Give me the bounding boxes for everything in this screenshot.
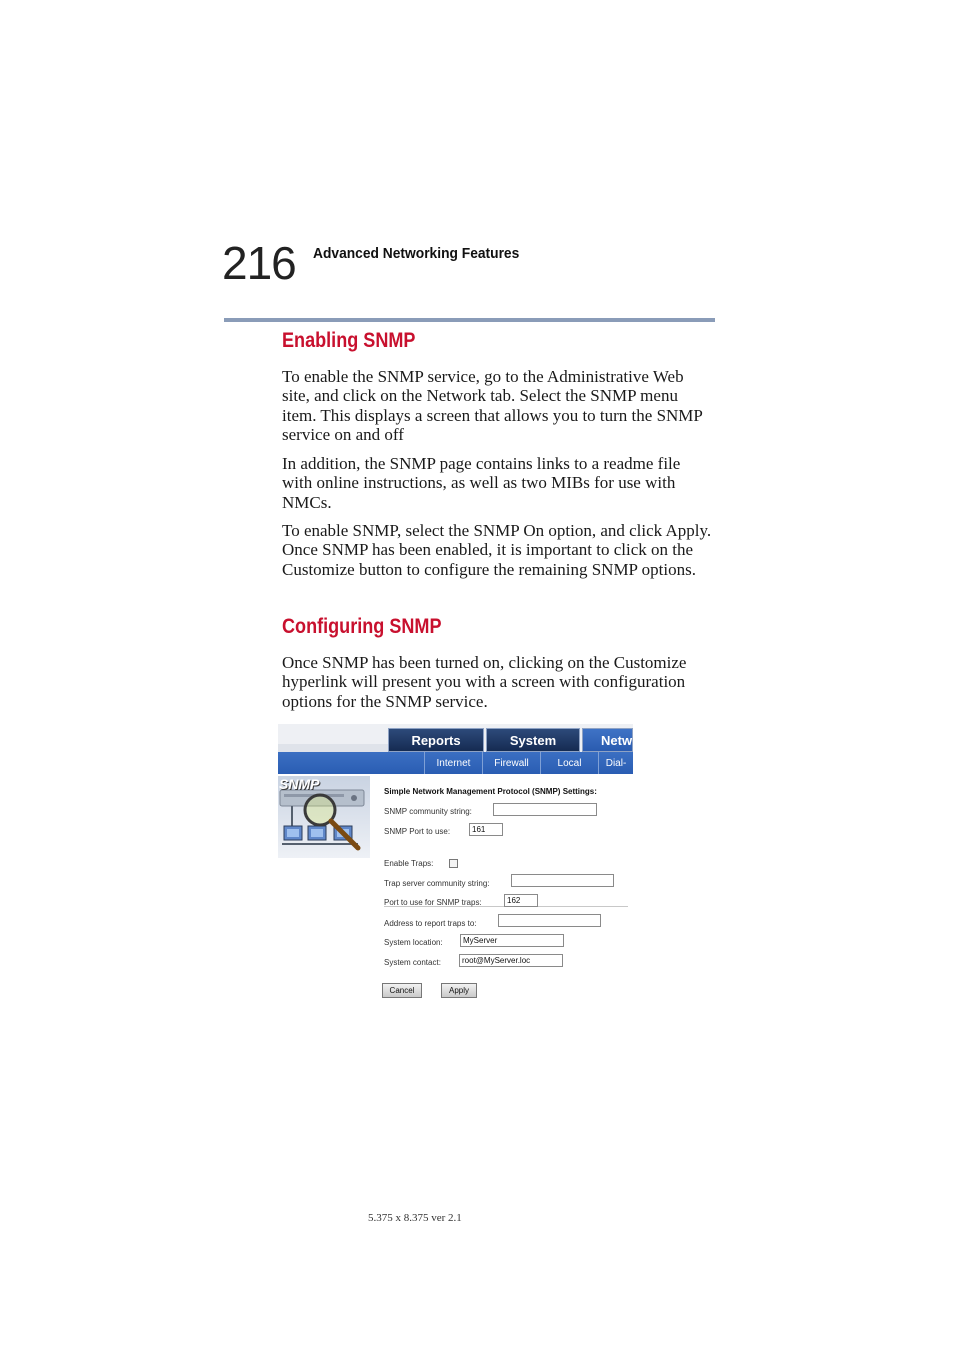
- row-community: [384, 804, 472, 818]
- snmp-port-input[interactable]: 161: [469, 823, 503, 836]
- enable-traps-checkbox[interactable]: [449, 859, 458, 868]
- apply-button[interactable]: Apply: [441, 983, 477, 998]
- row-trap-port: [384, 895, 482, 909]
- community-string-input[interactable]: [493, 803, 597, 816]
- label-trap-port: Port to use for SNMP traps:: [384, 897, 482, 907]
- heading-enabling-snmp: Enabling SNMP: [282, 329, 416, 352]
- label-system-location: System location:: [384, 937, 443, 947]
- running-head: Advanced Networking Features: [313, 245, 520, 262]
- subnav-internet[interactable]: Internet: [424, 752, 482, 774]
- row-trap-community: [384, 876, 490, 890]
- tab-system[interactable]: System: [486, 728, 580, 752]
- footer-print-spec: 5.375 x 8.375 ver 2.1: [368, 1212, 462, 1224]
- subnav-dialup[interactable]: Dial-: [598, 752, 633, 774]
- row-location: [384, 935, 443, 949]
- system-contact-input[interactable]: root@MyServer.loc: [459, 954, 563, 967]
- tab-reports[interactable]: Reports: [388, 728, 484, 752]
- label-enable-traps: Enable Traps:: [384, 858, 434, 868]
- row-enable-traps: [384, 856, 433, 870]
- paragraph-configure-1: Once SNMP has been turned on, clicking on the Customize hyperlink will present you with a screen with configuration options for the SNMP service.: [282, 653, 687, 711]
- page-number: 216: [222, 237, 296, 289]
- tab-bar: [278, 724, 633, 752]
- row-contact: [384, 955, 441, 969]
- paragraph-enable-1: To enable the SNMP service, go to the Administrative Web site, and click on the Network tab. Select the SNMP menu item. This displays a screen that allows you to turn the SNMP service on and off: [282, 367, 703, 445]
- row-trap-address: [384, 916, 477, 930]
- row-port: [384, 824, 450, 838]
- header-rule: [224, 318, 715, 322]
- sub-navigation: [278, 752, 633, 774]
- form-title: Simple Network Management Protocol (SNMP) Settings:: [384, 787, 597, 796]
- trap-address-input[interactable]: [498, 914, 601, 927]
- tab-network[interactable]: Netw: [582, 728, 633, 752]
- tab-bar-filler: [278, 744, 388, 752]
- system-location-input[interactable]: MyServer: [460, 934, 564, 947]
- label-trap-community: Trap server community string:: [384, 878, 490, 888]
- paragraph-enable-2: In addition, the SNMP page contains links to a readme file with online instructions, as well as two MIBs for use with NMCs.: [282, 454, 681, 512]
- trap-port-input[interactable]: 162: [504, 894, 538, 907]
- trap-community-input[interactable]: [511, 874, 614, 887]
- label-trap-address: Address to report traps to:: [384, 918, 477, 928]
- label-snmp-port: SNMP Port to use:: [384, 826, 451, 836]
- label-system-contact: System contact:: [384, 957, 441, 967]
- snmp-logo: [278, 776, 370, 858]
- paragraph-enable-3: To enable SNMP, select the SNMP On option, and click Apply. Once SNMP has been enabled, it is important to click on the Customize button to configure the remaining SNMP options.: [282, 521, 712, 579]
- label-community-string: SNMP community string:: [384, 806, 472, 816]
- heading-configuring-snmp: Configuring SNMP: [282, 615, 442, 638]
- snmp-logo-text: SNMP: [279, 776, 320, 792]
- subnav-firewall[interactable]: Firewall: [482, 752, 540, 774]
- snmp-settings-screenshot: [278, 724, 633, 1008]
- subnav-local[interactable]: Local: [540, 752, 598, 774]
- cancel-button[interactable]: Cancel: [382, 983, 422, 998]
